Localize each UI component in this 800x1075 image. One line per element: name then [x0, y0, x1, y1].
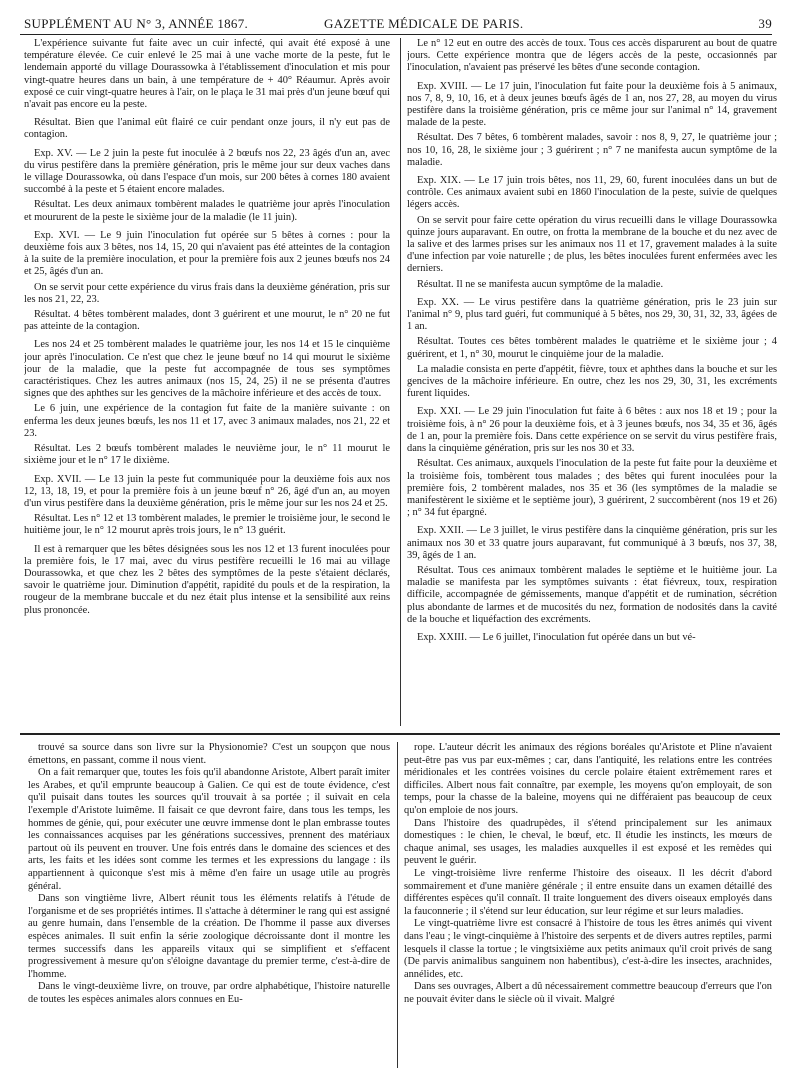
paragraph: rope. L'auteur décrit les animaux des régions boréales qu'Aristote et Pline n'avaient peut-être pas vus par eux-mêmes ; car, dans l'antiquité, les relations entre les contrées méridionales et les contrées voisines du cercle polaire étaient extrêmement rares et difficiles. Albert nous fait connaître, par exemple, les moyens qu'on employait, de son temps, pour la chasse de la baleine, moyens qui ne différaient pas beaucoup de ceux qu'on emploie de nos jours.: [404, 742, 772, 816]
paragraph: Résultat. Des 7 bêtes, 6 tombèrent malades, savoir : nos 8, 9, 27, le quatrième jour ; nos 10, 16, 28, le sixième jour ; 3 guérirent ; n° 7 ne manifesta aucun symptôme de la maladie.: [407, 132, 777, 168]
paragraph: Les nos 24 et 25 tombèrent malades le quatrième jour, les nos 14 et 15 le cinquième jour après l'inoculation. Ce n'est que chez le jeune bœuf no 14 qui mourut le sixième jour de la maladie, que la peste fut accompagnée de tous ses symptômes caractéristiques. Chez les autres animaux (nos 15, 24, 25) il ne se présenta d'autres signes que des aphthes sur les gencives de la mâchoire inférieure et des accès de toux.: [24, 339, 390, 400]
paragraph: On a fait remarquer que, toutes les fois qu'il abandonne Aristote, Albert paraît imiter les Arabes, et qu'il emprunte beaucoup à Galien. Ce qui est de toute évidence, c'est qu'il puisait dans toutes les sources qu'il trouvait à sa portée ; il suivait en cela l'exemple d'Aristote luimême. Il faisait ce que devront faire, dans tous les temps, les hommes de génie, qui, pour exécuter une œuvre immense dont le plan embrasse toutes les connaissances acquises par les générations successives, prennent des matériaux partout où ils peuvent en trouver. Une fois entrés dans le domaine des sciences et des arts, les faits et les idées sont comme les termes et les expressions du langage : ils appartiennent à quiconque s'est mis à même d'en faire un usage utile au progrès général.: [28, 767, 390, 892]
paragraph: Exp. XVII. — Le 13 juin la peste fut communiquée pour la deuxième fois aux nos 12, 13, 18, 19, et pour la première fois à un jeune bœuf n° 26, âgé d'un an, au moyen d'un virus pestifère dans la deuxième génération, pris le même jour sur les nos 24 et 25.: [24, 473, 390, 509]
paragraph: Résultat. Les 2 bœufs tombèrent malades le neuvième jour, le n° 11 mourut le sixième jour et le n° 17 le dixième.: [24, 443, 390, 467]
paragraph: La maladie consista en perte d'appétit, fièvre, toux et aphthes dans la bouche et sur les gencives de la mâchoire inférieure. En outre, chez les nos 29, 30, 31, les excréments furent liquides.: [407, 363, 777, 400]
paragraph: Exp. XXII. — Le 3 juillet, le virus pestifère dans la cinquième génération, pris sur les animaux nos 30 et 33 quatre jours auparavant, fut communiqué à 3 bœufs, nos 37, 38, 39, âgés de 1 an.: [407, 525, 777, 561]
feuilleton-column-left: [28, 742, 390, 1006]
paragraph: Résultat. Les deux animaux tombèrent malades le quatrième jour après l'inoculation et moururent de la peste le sixième jour de la maladie (le 11 juin).: [24, 199, 390, 223]
paragraph: Dans son vingtième livre, Albert réunit tous les éléments relatifs à l'étude de l'organisme et de ses propriétés intimes. Il s'attache à déterminer le rang qui est assigné au genre humain, dans l'ensemble de la création. De l'homme il passe aux diverses espèces animales. Il suit enfin la série zoologique décroissante dont il montre les termes successifs dans les appareils vitaux qui se simplifient et s'effacent progressivement à mesure qu'on s'éloigne davantage du premier terme, c'est-à-dire de l'homme.: [28, 893, 390, 980]
paragraph: Résultat. 4 bêtes tombèrent malades, dont 3 guérirent et une mourut, le n° 20 ne fut pas atteinte de la contagion.: [24, 309, 390, 333]
paragraph: Le n° 12 eut en outre des accès de toux. Tous ces accès disparurent au bout de quatre jours. Cette expérience montra que de légers accès de la peste, occasionnés par l'inoculation, n'avaient pas préservé les bêtes d'une seconde contagion.: [407, 38, 777, 74]
paragraph: Exp. XX. — Le virus pestifère dans la quatrième génération, pris le 23 juin sur l'animal n° 9, plus tard guéri, fut communiqué à 5 bêtes, nos 29, 30, 31, 32, 33, âgées de 1 an.: [407, 296, 777, 333]
paragraph: Il est à remarquer que les bêtes désignées sous les nos 12 et 13 furent inoculées pour la première fois, le 17 mai, avec du virus pestifère recueilli le 16 mai au village Dourassowka, et que chez les 2 bêtes des symptômes de la peste s'étaient déclarés, savoir le quatrième jour. Diminution d'appétit, rapidité du pouls et de la respiration, la rougeur de la membrane buccale et du nez était plus intense et la sensibilité aux reins plus prononcée.: [24, 543, 390, 616]
paragraph: On se servit pour cette expérience du virus frais dans la deuxième génération, pris sur les nos 21, 22, 23.: [24, 281, 390, 305]
paragraph: Le vingt-troisième livre renferme l'histoire des oiseaux. Il les décrit d'abord sommairement et d'une manière générale ; il entre ensuite dans un examen détaillé des différentes espèces qu'il connaît. Il traite longuement des divers oiseaux employés dans la fauconnerie ; il s'étend sur leur éducation, sur leur régime et sur leurs maladies.: [404, 867, 772, 917]
column-divider: [397, 742, 398, 1068]
article-section: [24, 38, 776, 726]
feuilleton-rule: [20, 733, 780, 735]
column-divider: [400, 38, 401, 726]
paragraph: Exp. XIX. — Le 17 juin trois bêtes, nos 11, 29, 60, furent inoculées dans un but de contrôle. Ces animaux avaient subi en 1860 l'inoculation de la peste, suivie de quelques légers accès.: [407, 175, 777, 211]
page-number: 39: [758, 16, 772, 31]
paragraph: Exp. XXI. — Le 29 juin l'inoculation fut faite à 6 bêtes : aux nos 18 et 19 ; pour la troisième fois, à n° 26 pour la deuxième fois, et à 3 jeunes bœufs, nos 34, 35 et 36, âgés de 1 an, pour la première fois. Dans cette expérience on se servit du virus pestifère frais, dans la cinquième génération, pris sur les nos 30 et 33.: [407, 406, 777, 455]
paragraph: Exp. XV. — Le 2 juin la peste fut inoculée à 2 bœufs nos 22, 23 âgés d'un an, avec du virus pestifère dans la première génération, pris le même jour sur deux vaches dans le village Dourassowka, où dans l'espace d'un mois, sur 200 bêtes à cornes 180 avaient succombé à la peste et 5 étaient encore malades.: [24, 147, 390, 196]
paragraph: trouvé sa source dans son livre sur la Physionomie? C'est un soupçon que nous émettons, en passant, comme il nous vient.: [28, 742, 390, 766]
article-column-left: [24, 38, 390, 620]
paragraph: Dans l'histoire des quadrupèdes, il s'étend principalement sur les animaux domestiques : le chien, le cheval, le bœuf, etc. Il étudie les instincts, les mœurs de chaque animal, ses usages, les maladies auxquelles il est exposé et les remèdes qui peuvent le guérir.: [404, 817, 772, 867]
supplement-label: SUPPLÉMENT AU N° 3, ANNÉE 1867.: [24, 16, 249, 31]
paragraph: Le vingt-quatrième livre est consacré à l'histoire de tous les êtres animés qui vivent dans l'eau ; le vingt-cinquième à l'histoire des serpents et de divers autres reptiles, parmi lesquels il classe la tortue ; le vingtsixième aux petits animaux qu'il croit privés de sang (De parvis animalibus sanguinem non habentibus), c'est-à-dire les insectes, arachnides, annélides, etc.: [404, 918, 772, 980]
article-column-right: [407, 38, 777, 647]
paragraph: Résultat. Les n° 12 et 13 tombèrent malades, le premier le troisième jour, le second le huitième jour, le n° 12 mourut après trois jours, le n° 13 guérit.: [24, 513, 390, 537]
paragraph: Résultat. Bien que l'animal eût flairé ce cuir pendant onze jours, il n'y eut pas de contagion.: [24, 117, 390, 141]
paragraph: Dans ses ouvrages, Albert a dû nécessairement commettre beaucoup d'erreurs que l'on ne pouvait éviter dans le siècle où il vivait. Malgré: [404, 981, 772, 1005]
feuilleton-column-right: [404, 742, 772, 1006]
journal-title: GAZETTE MÉDICALE DE PARIS.: [324, 16, 524, 31]
paragraph: Résultat. Ces animaux, auxquels l'inoculation de la peste fut faite pour la deuxième et la troisième fois, tombèrent tous malades ; des bêtes qui furent inoculées pour la première fois, 2 tombèrent malades, nos 35 et 36 (les symptômes de la maladie se manifestèrent le sixième et le septième jour), 3 guérirent, 2 succombèrent (nos 19 et 26) ; n° 34 fut épargné.: [407, 458, 777, 519]
paragraph: Résultat. Toutes ces bêtes tombèrent malades le quatrième et le sixième jour ; 4 guérirent, et 1, n° 30, mourut le cinquième jour de la maladie.: [407, 336, 777, 360]
paragraph: Résultat. Tous ces animaux tombèrent malades le septième et le huitième jour. La maladie se manifesta par les symptômes suivants : état fiévreux, toux, respiration difficile, accompagnée de gémissements, manque d'appétit et de rumination, sécrétion plus abondante de larmes et de mucosités du nez, formation de nodosités dans la cavité de la bouche et liquéfaction des excréments.: [407, 564, 777, 625]
paragraph: Exp. XVI. — Le 9 juin l'inoculation fut opérée sur 5 bêtes à cornes : pour la deuxième fois aux 3 bêtes, nos 14, 15, 20 qui n'avaient pas été atteintes de la contagion à la suite de la première inoculation, et pour la première fois aux 2 jeunes bœufs nos 24 et 25, âgés d'un an.: [24, 229, 390, 278]
paragraph: Résultat. Il ne se manifesta aucun symptôme de la maladie.: [417, 278, 664, 290]
header-rule: [20, 34, 772, 35]
paragraph: Le 6 juin, une expérience de la contagion fut faite de la manière suivante : on enferma les deux jeunes bœufs, les nos 11 et 17, avec 3 animaux malades, nos 21, 22 et 23.: [24, 403, 390, 439]
paragraph: Exp. XXIII. — Le 6 juillet, l'inoculation fut opérée dans un but vé-: [417, 631, 696, 643]
paragraph: L'expérience suivante fut faite avec un cuir infecté, qui avait été exposé à une température élevée. Ce cuir enlevé le 25 mai à une vache morte de la peste, fut le lendemain apporté du village Dourassowka à l'établissement d'inoculation et mis pour vingt-quatre heures dans un bain, à une température de + 40° Réaumur. Après avoir exposé ce cuir vingt-quatre heures à l'air, on le plaça le 31 mai près d'un jeune bœuf qui n'avait pas encore eu la peste.: [24, 38, 390, 111]
paragraph: Dans le vingt-deuxième livre, on trouve, par ordre alphabétique, l'histoire naturelle de toutes les espèces animales alors connues en Eu-: [28, 981, 390, 1005]
paragraph: Exp. XVIII. — Le 17 juin, l'inoculation fut faite pour la deuxième fois à 5 animaux, nos 7, 8, 9, 10, 16, et à deux jeunes bœufs âgés de 1 an, nos 27, 28, au moyen du virus pestifère dans la troisième génération, pris ce même jour sur l'animal n° 14, gravement malade de la peste.: [407, 80, 777, 129]
page-header: [24, 10, 772, 32]
paragraph: On se servit pour faire cette opération du virus recueilli dans le village Dourassowka quinze jours auparavant. En outre, on frotta la membrane de la bouche et du nez avec de la salive et des larmes prises sur les animaux nos 11 et 17, gravement malades à la suite d'une infection par voie naturelle ; de plus, les bêtes inoculées furent enfermées avec les derniers.: [407, 214, 777, 275]
feuilleton-section: [28, 742, 772, 1068]
